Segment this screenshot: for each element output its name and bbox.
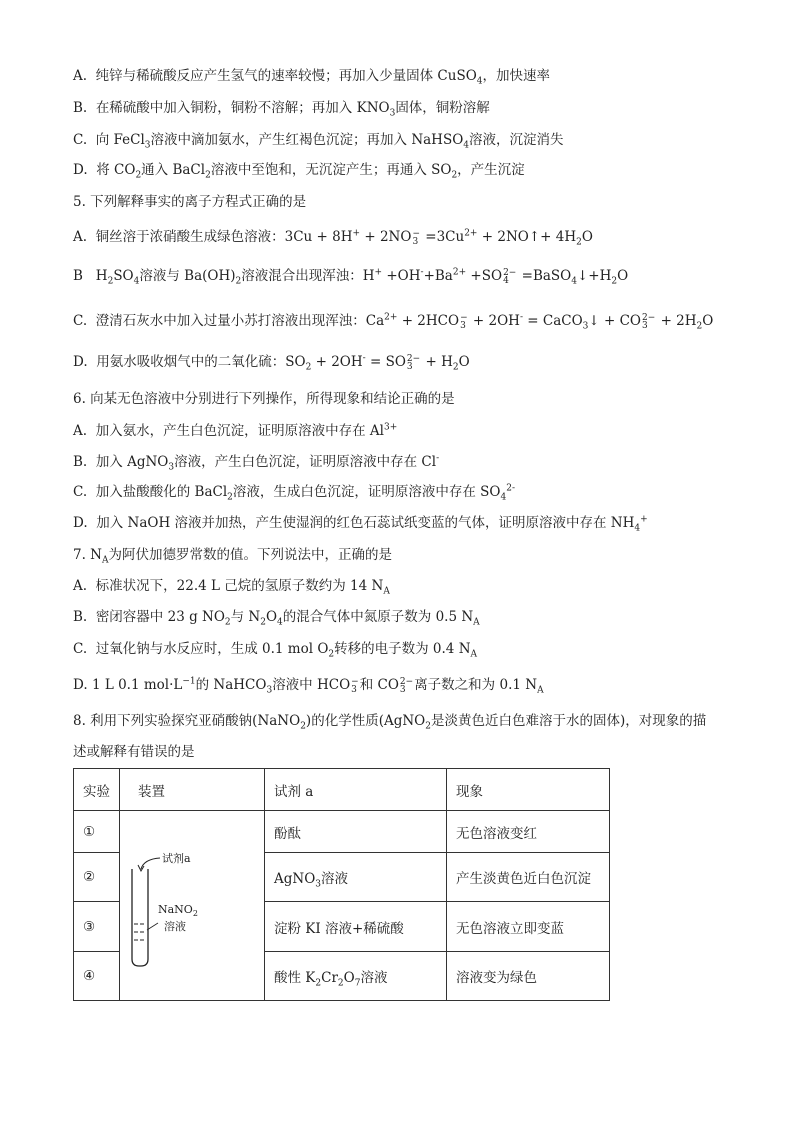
q5-option-c: C. 澄清石灰水中加入过量小苏打溶液出现浑浊：$Ca^{2+} + 2HCO$ − 3 + 2OH- = CaCO$_3$↓ + CO 2− 3 + $2H_2O$: [73, 312, 714, 332]
row-number: ①: [74, 811, 120, 853]
table-row: [74, 811, 610, 853]
q7-option-a: A. 标准状况下，22.4 L 己烷的氢原子数约为 14 $N_A$: [73, 578, 390, 597]
row-number: ②: [74, 853, 120, 902]
row-number: ③: [74, 902, 120, 951]
reagent-cell: AgNO$_3$溶液: [265, 853, 447, 902]
solution-label: NaNO$_2$: [158, 903, 198, 918]
q7-stem: 7. $N_A$为阿伏加德罗常数的值。下列说法中，正确的是: [73, 547, 392, 566]
q5-option-d: D. 用氨水吸收烟气中的二氧化硫：$SO_2 + 2OH^-$ = SO 2− 3 + $H_2O$: [73, 353, 470, 373]
q8-stem-line1: 8. 利用下列实验探究亚硝酸钠(NaNO$_2$)的化学性质(AgNO$_2$是淡黄色近白色难溶于水的固体)，对现象的描: [73, 713, 707, 732]
reagent-cell: 酚酞: [265, 811, 447, 853]
dropper-arrow: [141, 858, 160, 869]
solution-label-line2: 溶液: [164, 920, 186, 933]
phenomenon-cell: 产生淡黄色近白色沉淀: [447, 853, 610, 902]
phenomenon-cell: 无色溶液立即变蓝: [447, 902, 610, 951]
q6-option-d: D. 加入 NaOH 溶液并加热，产生使湿润的红色石蕊试纸变蓝的气体，证明原溶液中存在 $NH_4^+$: [73, 514, 648, 534]
q4-option-c: C. 向 FeCl$_3$溶液中滴加氨水，产生红褐色沉淀；再加入 NaHSO$_4$溶液，沉淀消失: [73, 132, 564, 151]
q4-option-d: D. 将 $CO_2$通入 BaCl$_2$溶液中至饱和，无沉淀产生；再通入 $SO_2$，产生沉淀: [73, 162, 525, 181]
test-tube: [132, 869, 148, 966]
row-number: ④: [74, 951, 120, 1000]
q6-option-c: C. 加入盐酸酸化的 BaCl$_2$溶液，生成白色沉淀，证明原溶液中存在 $SO_4^{2-}$: [73, 483, 516, 503]
header-apparatus: 装置: [120, 769, 265, 811]
q6-option-b: B. 加入 AgNO$_3$溶液，产生白色沉淀，证明原溶液中存在 Cl-: [73, 453, 440, 473]
reagent-cell: 淀粉 KI 溶液+稀硫酸: [265, 902, 447, 951]
phenomenon-cell: 溶液变为绿色: [447, 951, 610, 1000]
test-tube-diagram: [120, 811, 255, 996]
q6-stem: 6. 向某无色溶液中分别进行下列操作，所得现象和结论正确的是: [73, 391, 455, 407]
q5-option-b: B $H_2SO_4$溶液与 $Ba(OH)_2$溶液混合出现浑浊：$H^+ +OH^-+Ba^{2+} +SO$ 2− 4 $=BaSO_4↓+H_2O$: [73, 267, 629, 287]
q7-option-c: C. 过氧化钠与水反应时，生成 0.1 mol $O_2$转移的电子数为 0.4 $N_A$: [73, 641, 478, 660]
q7-option-b: B. 密闭容器中 23 g $NO_2$与 $N_2O_4$的混合气体中氮原子数为 0.5 $N_A$: [73, 609, 480, 628]
q4-option-a: A. 纯锌与稀硫酸反应产生氢气的速率较慢；再加入少量固体 CuSO$_4$，加快速率: [73, 68, 551, 87]
header-experiment: 实验: [74, 769, 120, 811]
q8-stem-line2: 述或解释有错误的是: [73, 744, 195, 760]
phenomenon-cell: 无色溶液变红: [447, 811, 610, 853]
q4-option-b: B. 在稀硫酸中加入铜粉，铜粉不溶解；再加入 $KNO_3$固体，铜粉溶解: [73, 100, 490, 119]
header-reagent: 试剂 a: [265, 769, 447, 811]
experiment-table: [73, 768, 610, 1001]
reagent-a-label: 试剂a: [162, 852, 191, 865]
q6-option-a: A. 加入氨水，产生白色沉淀，证明原溶液中存在 $Al^{3+}$: [73, 422, 398, 439]
reagent-cell: 酸性 $K_2Cr_2O_7$溶液: [265, 951, 447, 1000]
q7-option-d: D. 1 L 0.1 $mol\cdot L^{-1}$的 NaHCO$_3$溶液中 HCO − 3 和 CO 2− 3 离子数之和为 0.1 $N_A$: [73, 676, 544, 696]
q5-stem: 5. 下列解释事实的离子方程式正确的是: [73, 194, 307, 210]
apparatus-cell: [120, 811, 265, 1001]
table-header-row: [74, 769, 610, 811]
q5-option-a: A. 铜丝溶于浓硝酸生成绿色溶液：3Cu + 8H+ + 2NO − 3 $=3Cu^{2+}$ + 2NO↑+ $4H_2O$: [73, 228, 593, 248]
header-phenomenon: 现象: [447, 769, 610, 811]
